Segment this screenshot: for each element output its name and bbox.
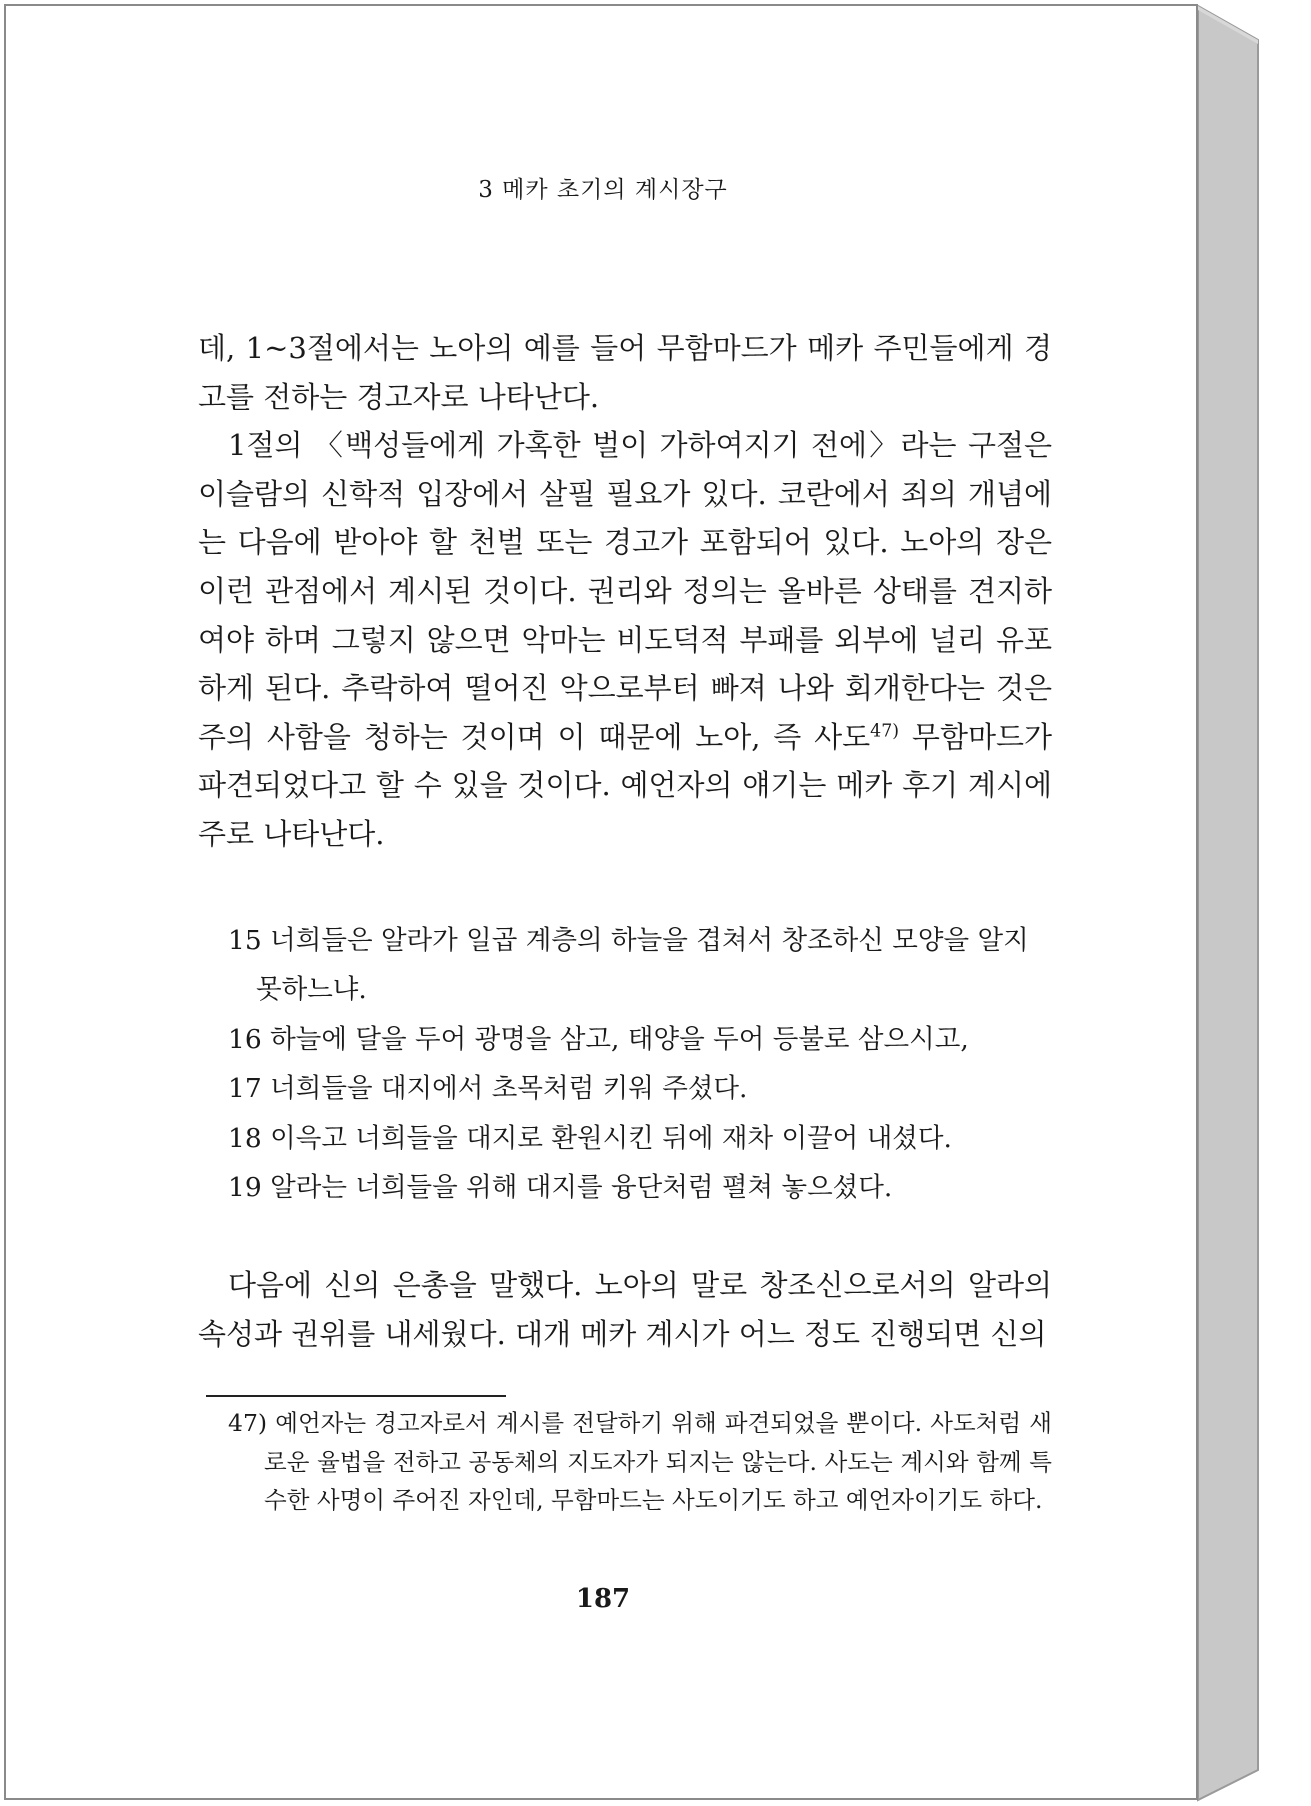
paragraph-1 — [198, 324, 1052, 859]
paragraph-1-line-1: 데, 1~3절에서는 노아의 예를 들어 무함마드가 메카 주민들에게 경고를 전하는 경고자로 나타난다. — [198, 331, 1052, 414]
footnote-divider — [206, 1395, 506, 1397]
paragraph-1-line-2 — [198, 421, 1052, 858]
verse-19: 19 알라는 너희들을 위해 대지를 융단처럼 펼쳐 놓으셨다. — [228, 1172, 893, 1204]
footnote-text: 47) 예언자는 경고자로서 계시를 전달하기 위해 파견되었을 뿐이다. 사도처럼 새로운 율법을 전하고 공동체의 지도자가 되지는 않는다. 사도는 계시와 함께 특수한 사명이 주어진 자인데, 무함마드는 사도이기도 하고 예언자이기도 하다. — [228, 1409, 1052, 1515]
paragraph-2 — [198, 1261, 1052, 1358]
verse-block — [228, 916, 1048, 1212]
paragraph-1-tail: 무함마드가 파견되었다고 할 수 있을 것이다. 예언자의 얘기는 메카 후기 계시에 주로 나타난다. — [198, 719, 1052, 851]
book-page — [4, 4, 1198, 1800]
verse-18: 18 이윽고 너희들을 대지로 환원시킨 뒤에 재차 이끌어 내셨다. — [228, 1122, 952, 1154]
verse-16: 16 하늘에 달을 두어 광명을 삼고, 태양을 두어 등불로 삼으시고, — [228, 1023, 969, 1055]
verse-15: 15 너희들은 알라가 일곱 계층의 하늘을 겹쳐서 창조하신 모양을 알지 못하느냐. — [228, 925, 1029, 1006]
running-head: 3 메카 초기의 계시장구 — [478, 177, 728, 203]
footnote — [228, 1404, 1052, 1520]
paragraph-1-text: 1절의 〈백성들에게 가혹한 벌이 가하여지기 전에〉라는 구절은 이슬람의 신학적 입장에서 살필 필요가 있다. 코란에서 죄의 개념에는 다음에 받아야 할 천벌 또는 경고가 포함되어 있다. 노아의 장은 이런 관점에서 계시된 것이다. 권리와 정의는 올바른 상태를 견지하여야 하며 그렇지 않으면 악마는 비도덕적 부패를 외부에 널리 유포하게 된다. 추락하여 떨어진 악으로부터 빠져 나와 회개한다는 것은 주의 사함을 청하는 것이며 이 때문에 노아, 즉 사도 — [198, 428, 1052, 754]
verse-17: 17 너희들을 대지에서 초목처럼 키워 주셨다. — [228, 1073, 748, 1105]
footnote-reference: 47) — [870, 721, 900, 742]
page-number: 187 — [575, 1584, 631, 1614]
paragraph-2-text: 다음에 신의 은총을 말했다. 노아의 말로 창조신으로서의 알라의 속성과 권위를 내세웠다. 대개 메카 계시가 어느 정도 진행되면 신의 — [198, 1268, 1052, 1351]
